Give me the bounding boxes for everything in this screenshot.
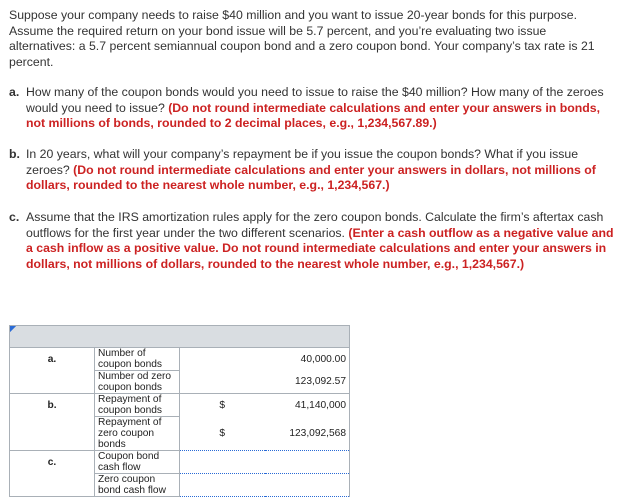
question-a xyxy=(9,85,615,132)
row-label: Coupon bond cash flow xyxy=(95,451,180,474)
row-label: Repayment of coupon bonds xyxy=(95,394,180,417)
currency-symbol: $ xyxy=(180,417,265,451)
question-c xyxy=(9,210,615,272)
row-label: Number od zero coupon bonds xyxy=(95,371,180,394)
question-text: Assume that the IRS amortization rules apply for the zero coupon bonds. Calculate the firm’s aftertax cash outflows for the first year under the two different scenarios. xyxy=(26,210,604,240)
question-instruction: (Do not round intermediate calculations and enter your answers in bonds, not millions of bonds, rounded to 2 decimal places, e.g., 1,234,567.89.) xyxy=(26,100,601,131)
row-letter xyxy=(10,474,95,497)
currency-symbol: $ xyxy=(180,394,265,417)
table-row xyxy=(10,474,350,497)
question-instruction: (Enter a cash outflow as a negative value and a cash inflow as a positive value. Do not round intermediate calculations and enter your answers in dollars, not millions of dollars, rounded to the nearest whole number, e.g., 1,234,567.) xyxy=(26,225,614,271)
table-row xyxy=(10,348,350,371)
answer-input-coupon-repayment[interactable]: 41,140,000 xyxy=(265,394,350,417)
table-row xyxy=(10,394,350,417)
answer-input-zero-cash-flow[interactable] xyxy=(265,474,350,497)
answer-input-coupon-cash-flow[interactable] xyxy=(265,451,350,474)
answer-input-coupon-bonds[interactable]: 40,000.00 xyxy=(265,348,350,371)
row-letter: a. xyxy=(10,348,95,371)
answer-input-zero-repayment[interactable]: 123,092,568 xyxy=(265,417,350,451)
problem-intro: Suppose your company needs to raise $40 million and you want to issue 20-year bonds for this purpose. Assume the required return on your bond issue will be 5.7 percent, and you’re evaluating two issue alternatives: a 5.7 percent semiannual coupon bond and a zero coupon bond. Your company’s tax rate is 21 percent. xyxy=(9,8,595,69)
table-header xyxy=(10,326,350,348)
row-letter: c. xyxy=(10,451,95,474)
question-b xyxy=(9,147,615,194)
row-label: Repayment of zero coupon bonds xyxy=(95,417,180,451)
question-instruction: (Do not round intermediate calculations and enter your answers in dollars, not millions of dollars, rounded to the nearest whole number, e.g., 1,234,567.) xyxy=(26,162,596,193)
question-text: In 20 years, what will your company’s repayment be if you issue the coupon bonds? What if you issue zeroes? xyxy=(26,147,579,177)
question-letter: a. xyxy=(9,85,20,99)
question-letter: c. xyxy=(9,210,20,224)
currency-symbol xyxy=(180,348,265,371)
table-row xyxy=(10,371,350,394)
question-text: How many of the coupon bonds would you need to issue to raise the $40 million? How many of the zeroes would you need to issue? xyxy=(26,85,604,115)
table-header-row xyxy=(10,326,350,348)
row-letter: b. xyxy=(10,394,95,417)
answer-input-zero-bonds[interactable]: 123,092.57 xyxy=(265,371,350,394)
question-letter: b. xyxy=(9,147,20,161)
table-row xyxy=(10,417,350,451)
currency-symbol xyxy=(180,451,265,474)
row-label: Number of coupon bonds xyxy=(95,348,180,371)
answer-table xyxy=(9,325,350,497)
currency-symbol xyxy=(180,474,265,497)
currency-symbol xyxy=(180,371,265,394)
row-letter xyxy=(10,371,95,394)
table-row xyxy=(10,451,350,474)
row-letter xyxy=(10,417,95,451)
input-flag-icon xyxy=(10,326,16,332)
row-label: Zero coupon bond cash flow xyxy=(95,474,180,497)
